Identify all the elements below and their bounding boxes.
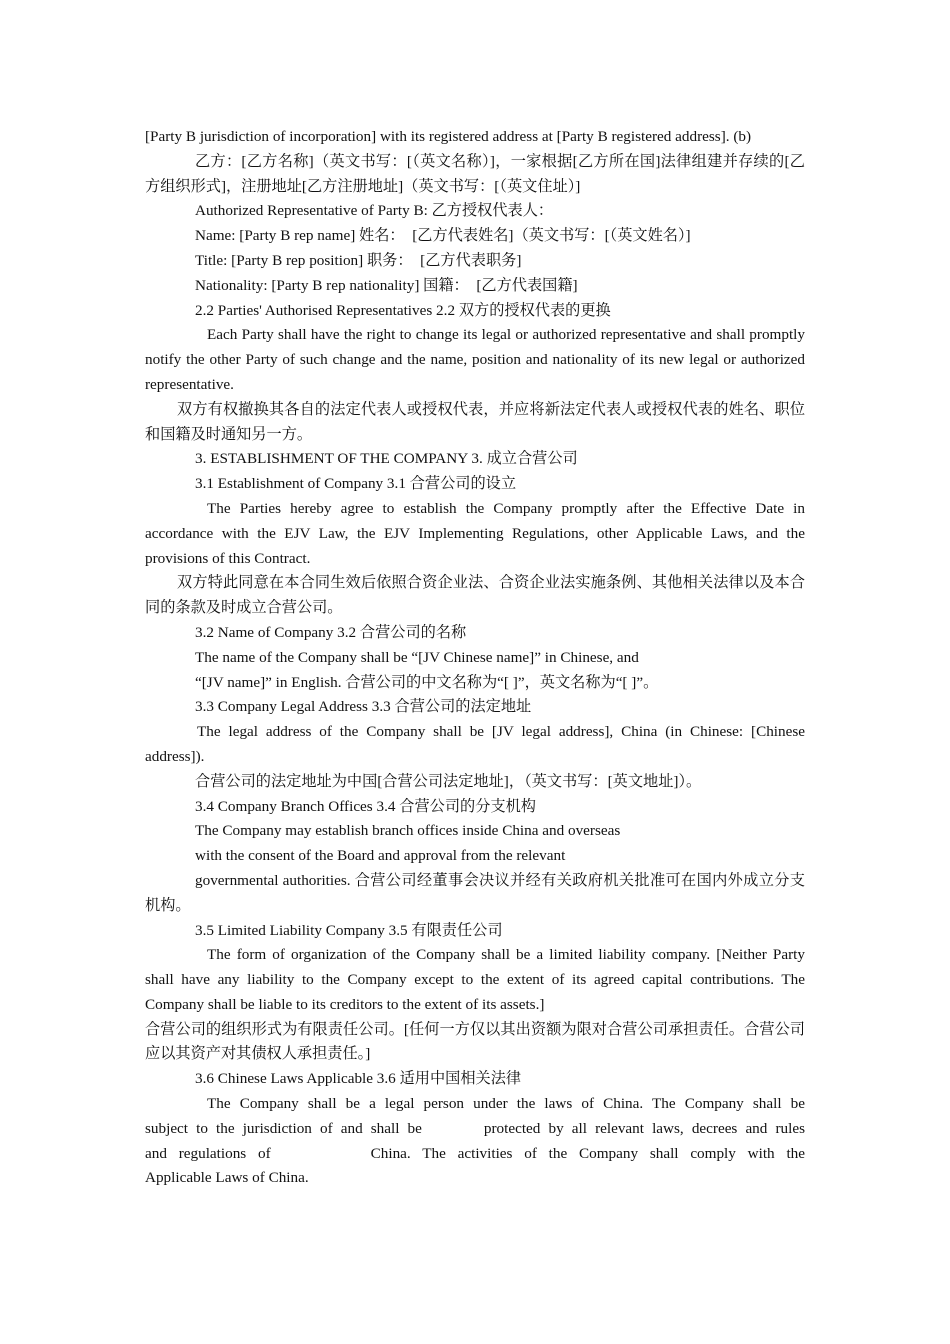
section-heading-3-5: 3.5 Limited Liability Company 3.5 有限责任公司 [195, 921, 503, 939]
paragraph-branch-line-2: with the consent of the Board and approval from the relevant [195, 847, 566, 865]
section-heading-3-3: 3.3 Company Legal Address 3.3 合营公司的法定地址 [195, 698, 532, 716]
paragraph-branch-line-1: The Company may establish branch offices inside China and overseas [195, 822, 621, 840]
paragraph-company-name-cn: “[JV name]” in English. 合营公司的中文名称为“[ ]”，英文名称为“[ ]”。 [195, 673, 659, 691]
applicable-laws-fragment-c: and regulations of [145, 1144, 271, 1162]
field-rep-name: Name: [Party B rep name] 姓名： [乙方代表姓名]（英文书写：[（英文姓名）] [195, 227, 691, 245]
paragraph-company-name-en: The name of the Company shall be “[JV Chinese name]” in Chinese, and [195, 648, 639, 666]
applicable-laws-line-1: The Company shall be a legal person under the laws of China. The Company shall be [207, 1095, 805, 1113]
paragraph-party-b-address: [Party B jurisdiction of incorporation] with its registered address at [Party B registered address]. (b) [145, 128, 752, 145]
paragraph-applicable-laws [145, 1092, 805, 1191]
paragraph-legal-address-en: The legal address of the Company shall be [JV legal address], China (in Chinese: [Chinese address]). [145, 723, 805, 765]
section-heading-3-6: 3.6 Chinese Laws Applicable 3.6 适用中国相关法律 [195, 1070, 522, 1088]
paragraph-establishment-cn: 双方特此同意在本合同生效后依照合资企业法、合资企业法实施条例、其他相关法律以及本合同的条款及时成立合营公司。 [145, 574, 805, 617]
heading-party-b-representative: Authorized Representative of Party B: 乙方授权代表人： [195, 202, 554, 220]
paragraph-change-representative-cn: 双方有权撤换其各自的法定代表人或授权代表，并应将新法定代表人或授权代表的姓名、职位和国籍及时通知另一方。 [145, 400, 805, 443]
applicable-laws-line-4: Applicable Laws of China. [145, 1169, 309, 1187]
section-heading-3: 3. ESTABLISHMENT OF THE COMPANY 3. 成立合营公司 [195, 450, 578, 468]
paragraph-legal-address-cn: 合营公司的法定地址为中国[合营公司法定地址]，（英文书写：[英文地址]）。 [195, 772, 702, 790]
paragraph-change-representative-en: Each Party shall have the right to change its legal or authorized representative and shall promptly notify the other Party of such change and the name, position and nationality of its new legal or authorized representative. [145, 326, 805, 393]
applicable-laws-line-3 [145, 1142, 805, 1167]
paragraph-establishment-en: The Parties hereby agree to establish the Company promptly after the Effective Date in accordance with the EJV Law, the EJV Implementing Regulations, other Applicable Laws, and the provisions of this Contract. [145, 499, 805, 567]
section-heading-3-4: 3.4 Company Branch Offices 3.4 合营公司的分支机构 [195, 797, 536, 815]
applicable-laws-fragment-a: subject to the jurisdiction of and shall be [145, 1119, 422, 1137]
applicable-laws-line-2 [145, 1117, 805, 1142]
applicable-laws-fragment-b: protected by all relevant laws, decrees and rules [483, 1119, 805, 1137]
paragraph-branch-line-3: governmental authorities. 合营公司经董事会决议并经有关政府机关批准可在国内外成立分支机构。 [145, 871, 805, 914]
paragraph-party-b-cn: 乙方：[乙方名称]（英文书写：[（英文名称）]，一家根据[乙方所在国]法律组建并存续的[乙方组织形式]，注册地址[乙方注册地址]（英文书写：[（英文住址）] [145, 152, 805, 195]
field-rep-title: Title: [Party B rep position] 职务： [乙方代表职务] [195, 251, 522, 269]
paragraph-limited-liability-cn: 合营公司的组织形式为有限责任公司。[任何一方仅以其出资额为限对合营公司承担责任。合营公司应以其资产对其债权人承担责任。] [145, 1020, 805, 1063]
section-heading-2-2: 2.2 Parties' Authorised Representatives 2.2 双方的授权代表的更换 [195, 301, 611, 319]
section-heading-3-2: 3.2 Name of Company 3.2 合营公司的名称 [195, 623, 467, 641]
section-heading-3-1: 3.1 Establishment of Company 3.1 合营公司的设立 [195, 475, 517, 493]
paragraph-limited-liability-en: The form of organization of the Company shall be a limited liability company. [Neither Party shall have any liability to the Company except to the extent of its agreed capital contributions. The Company shall be liable to its creditors to the extent of its assets.] [145, 946, 805, 1013]
field-rep-nationality: Nationality: [Party B rep nationality] 国籍： [乙方代表国籍] [195, 276, 578, 294]
applicable-laws-fragment-d: China. The activities of the Company shall comply with the [370, 1144, 805, 1162]
document-page [145, 125, 805, 1191]
